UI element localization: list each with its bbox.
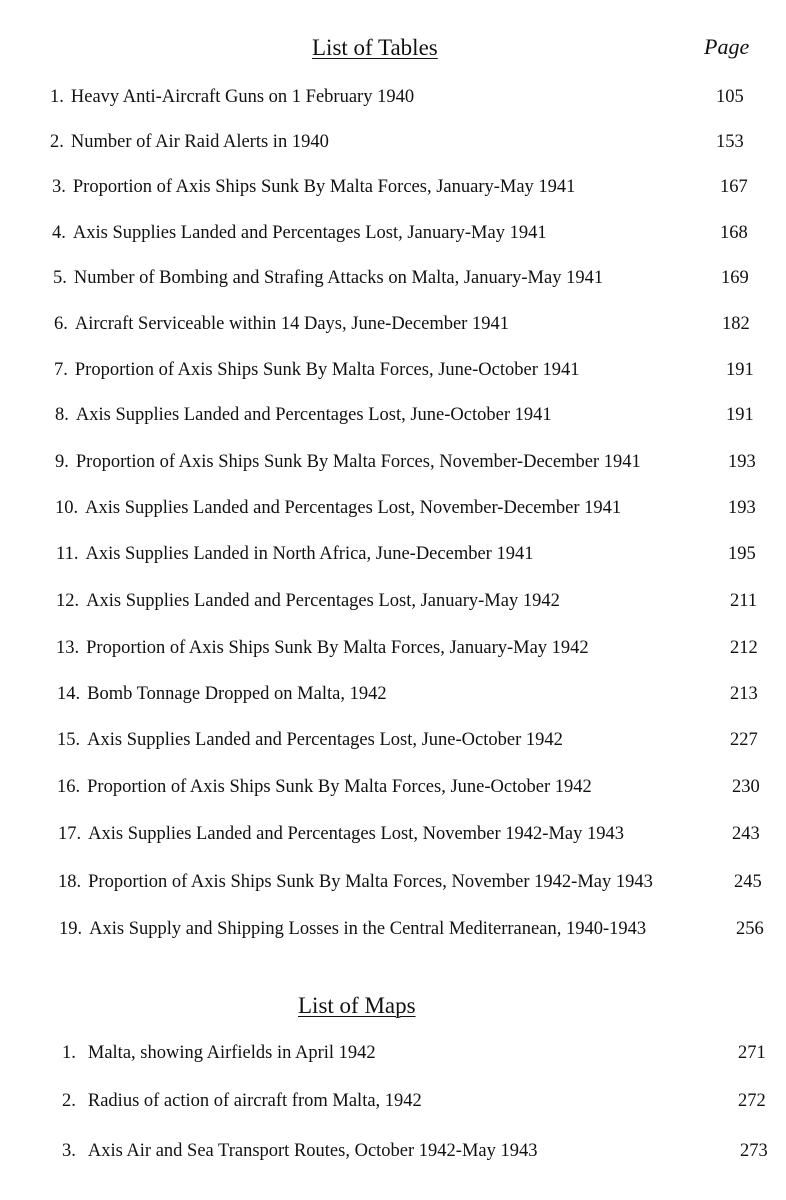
entry-page-number: 193	[728, 498, 756, 518]
table-entry	[57, 685, 387, 704]
maps-heading: List of Maps	[298, 993, 416, 1018]
entry-page-number: 191	[726, 405, 754, 425]
tables-heading: List of Tables	[312, 35, 438, 60]
entry-page-number: 169	[721, 268, 749, 288]
table-entry	[55, 453, 641, 472]
entry-number: 1.	[50, 87, 64, 107]
map-entry	[62, 1092, 422, 1111]
table-entry	[54, 361, 580, 380]
entry-page-number: 211	[730, 591, 758, 611]
entry-number: 9.	[55, 452, 69, 472]
entry-title: Axis Supplies Landed in North Africa, June-December 1941	[85, 544, 534, 564]
entry-number: 12.	[56, 591, 80, 611]
entry-page-number: 168	[720, 223, 748, 243]
table-entry	[58, 825, 624, 844]
entry-title: Number of Air Raid Alerts in 1940	[70, 132, 329, 152]
entry-page-number: 105	[716, 87, 744, 107]
entry-number: 7.	[54, 360, 68, 380]
entry-number: 8.	[55, 405, 69, 425]
entry-page-number: 272	[738, 1091, 766, 1111]
table-entry	[55, 406, 552, 425]
entry-title: Proportion of Axis Ships Sunk By Malta Forces, January-May 1941	[72, 177, 576, 197]
entry-number: 4.	[52, 223, 66, 243]
entry-page-number: 182	[722, 314, 750, 334]
entry-title: Proportion of Axis Ships Sunk By Malta Forces, June-October 1942	[87, 777, 592, 797]
entry-page-number: 256	[736, 919, 764, 939]
table-entry	[56, 545, 533, 564]
entry-title: Number of Bombing and Strafing Attacks on Malta, January-May 1941	[73, 268, 604, 288]
entry-number: 11.	[56, 544, 79, 564]
entry-number: 16.	[57, 777, 81, 797]
entry-number: 2.	[62, 1091, 76, 1111]
entry-title: Proportion of Axis Ships Sunk By Malta Forces, November 1942-May 1943	[88, 872, 653, 892]
entry-number: 1.	[62, 1043, 76, 1063]
entry-title: Axis Supplies Landed and Percentages Lost, November-December 1941	[85, 498, 622, 518]
entry-number: 19.	[59, 919, 83, 939]
entry-title: Bomb Tonnage Dropped on Malta, 1942	[87, 684, 387, 704]
table-entry	[56, 592, 560, 611]
table-entry	[53, 269, 603, 288]
entry-page-number: 191	[726, 360, 754, 380]
table-entry	[57, 731, 563, 750]
entry-page-number: 212	[730, 638, 758, 658]
map-entry	[62, 1044, 376, 1063]
entry-page-number: 213	[730, 684, 758, 704]
table-entry	[52, 224, 547, 243]
map-entry	[62, 1142, 538, 1161]
entry-title: Axis Supplies Landed and Percentages Lost, January-May 1942	[86, 591, 560, 611]
entry-title: Axis Air and Sea Transport Routes, October 1942-May 1943	[87, 1141, 538, 1161]
entry-number: 10.	[55, 498, 79, 518]
entry-page-number: 193	[728, 452, 756, 472]
table-entry	[58, 873, 653, 892]
entry-title: Axis Supplies Landed and Percentages Lost, November 1942-May 1943	[88, 824, 625, 844]
table-entry	[52, 178, 575, 197]
entry-page-number: 227	[730, 730, 758, 750]
entry-title: Proportion of Axis Ships Sunk By Malta Forces, November-December 1941	[75, 452, 641, 472]
entry-title: Proportion of Axis Ships Sunk By Malta Forces, June-October 1941	[74, 360, 580, 380]
entry-number: 5.	[53, 268, 67, 288]
entry-page-number: 167	[720, 177, 748, 197]
table-entry	[54, 315, 509, 334]
entry-page-number: 245	[734, 872, 762, 892]
table-entry	[56, 639, 589, 658]
table-entry	[57, 778, 592, 797]
entry-page-number: 273	[740, 1141, 768, 1161]
page-column-label: Page	[704, 34, 750, 59]
entry-number: 14.	[57, 684, 81, 704]
entry-number: 2.	[50, 132, 64, 152]
entry-title: Axis Supply and Shipping Losses in the Central Mediterranean, 1940-1943	[89, 919, 647, 939]
table-entry	[55, 499, 621, 518]
entry-title: Axis Supplies Landed and Percentages Lost, June-October 1941	[75, 405, 552, 425]
entry-title: Radius of action of aircraft from Malta, 1942	[87, 1091, 422, 1111]
entry-title: Axis Supplies Landed and Percentages Lost, June-October 1942	[87, 730, 563, 750]
entry-page-number: 153	[716, 132, 744, 152]
entry-title: Proportion of Axis Ships Sunk By Malta Forces, January-May 1942	[86, 638, 589, 658]
entry-number: 3.	[52, 177, 66, 197]
entry-title: Heavy Anti-Aircraft Guns on 1 February 1940	[70, 87, 415, 107]
entry-number: 15.	[57, 730, 81, 750]
entry-page-number: 195	[728, 544, 756, 564]
entry-page-number: 230	[732, 777, 760, 797]
entry-page-number: 243	[732, 824, 760, 844]
entry-title: Malta, showing Airfields in April 1942	[87, 1043, 376, 1063]
entry-number: 17.	[58, 824, 82, 844]
entry-number: 3.	[62, 1141, 76, 1161]
table-entry	[50, 88, 414, 107]
entry-page-number: 271	[738, 1043, 766, 1063]
table-entry	[59, 920, 646, 939]
entry-title: Aircraft Serviceable within 14 Days, June-December 1941	[74, 314, 509, 334]
entry-title: Axis Supplies Landed and Percentages Lost, January-May 1941	[72, 223, 547, 243]
entry-number: 18.	[58, 872, 82, 892]
entry-number: 6.	[54, 314, 68, 334]
entry-number: 13.	[56, 638, 80, 658]
table-entry	[50, 133, 329, 152]
